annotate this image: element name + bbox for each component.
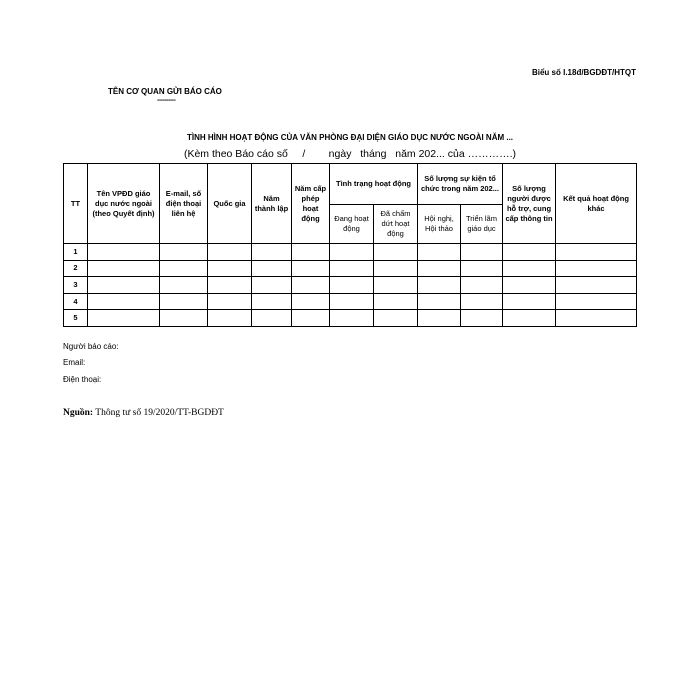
table-row bbox=[64, 293, 637, 310]
col-header-year-established: Năm thành lập bbox=[252, 164, 292, 244]
source-text: Thông tư số 19/2020/TT-BGDĐT bbox=[93, 408, 224, 418]
report-title: TÌNH HÌNH HOẠT ĐỘNG CỦA VĂN PHÒNG ĐẠI DIỆN GIÁO DỤC NƯỚC NGOÀI NĂM ... bbox=[186, 133, 514, 142]
table-row bbox=[64, 244, 637, 261]
row-number: 4 bbox=[64, 293, 88, 310]
col-header-other-results: Kết quả hoạt động khác bbox=[556, 164, 637, 244]
col-header-tt: TT bbox=[64, 164, 88, 244]
phone-label: Điện thoại: bbox=[63, 375, 102, 384]
table-row bbox=[64, 260, 637, 277]
col-header-events-fair: Triển lãm giáo dục bbox=[461, 205, 503, 244]
col-header-contact: E-mail, số điện thoại liên hệ bbox=[160, 164, 208, 244]
col-header-events-conference: Hội nghị, Hội thảo bbox=[418, 205, 461, 244]
col-header-status-stopped: Đã chấm dứt hoạt động bbox=[374, 205, 418, 244]
report-subtitle: (Kèm theo Báo cáo số / ngày tháng năm 202... của ………….) bbox=[183, 148, 517, 160]
reporter-label: Người báo cáo: bbox=[63, 342, 119, 351]
table-row bbox=[64, 277, 637, 294]
source-label: Nguồn: bbox=[63, 408, 94, 418]
col-header-country: Quốc gia bbox=[208, 164, 252, 244]
col-header-license-year: Năm cấp phép hoạt động bbox=[292, 164, 330, 244]
col-header-status: Tình trạng hoạt động bbox=[330, 164, 418, 205]
org-underline: ---------- bbox=[157, 97, 176, 104]
col-header-status-active: Đang hoạt động bbox=[330, 205, 374, 244]
row-number: 5 bbox=[64, 310, 88, 327]
table-header-row-1 bbox=[64, 164, 637, 205]
table-row bbox=[64, 310, 637, 327]
source-note bbox=[63, 408, 224, 418]
col-header-events: Số lượng sự kiện tổ chức trong năm 202... bbox=[418, 164, 503, 205]
row-number: 1 bbox=[64, 244, 88, 261]
org-name: TÊN CƠ QUAN GỬI BÁO CÁO bbox=[108, 87, 222, 96]
form-code: Biểu số I.18đ/BGDĐT/HTQT bbox=[531, 68, 636, 77]
row-number: 2 bbox=[64, 260, 88, 277]
col-header-name: Tên VPĐD giáo dục nước ngoài (theo Quyết định) bbox=[88, 164, 160, 244]
email-label: Email: bbox=[63, 358, 86, 367]
row-number: 3 bbox=[64, 277, 88, 294]
report-table bbox=[63, 163, 637, 327]
col-header-supported: Số lượng người được hỗ trợ, cung cấp thông tin bbox=[503, 164, 556, 244]
